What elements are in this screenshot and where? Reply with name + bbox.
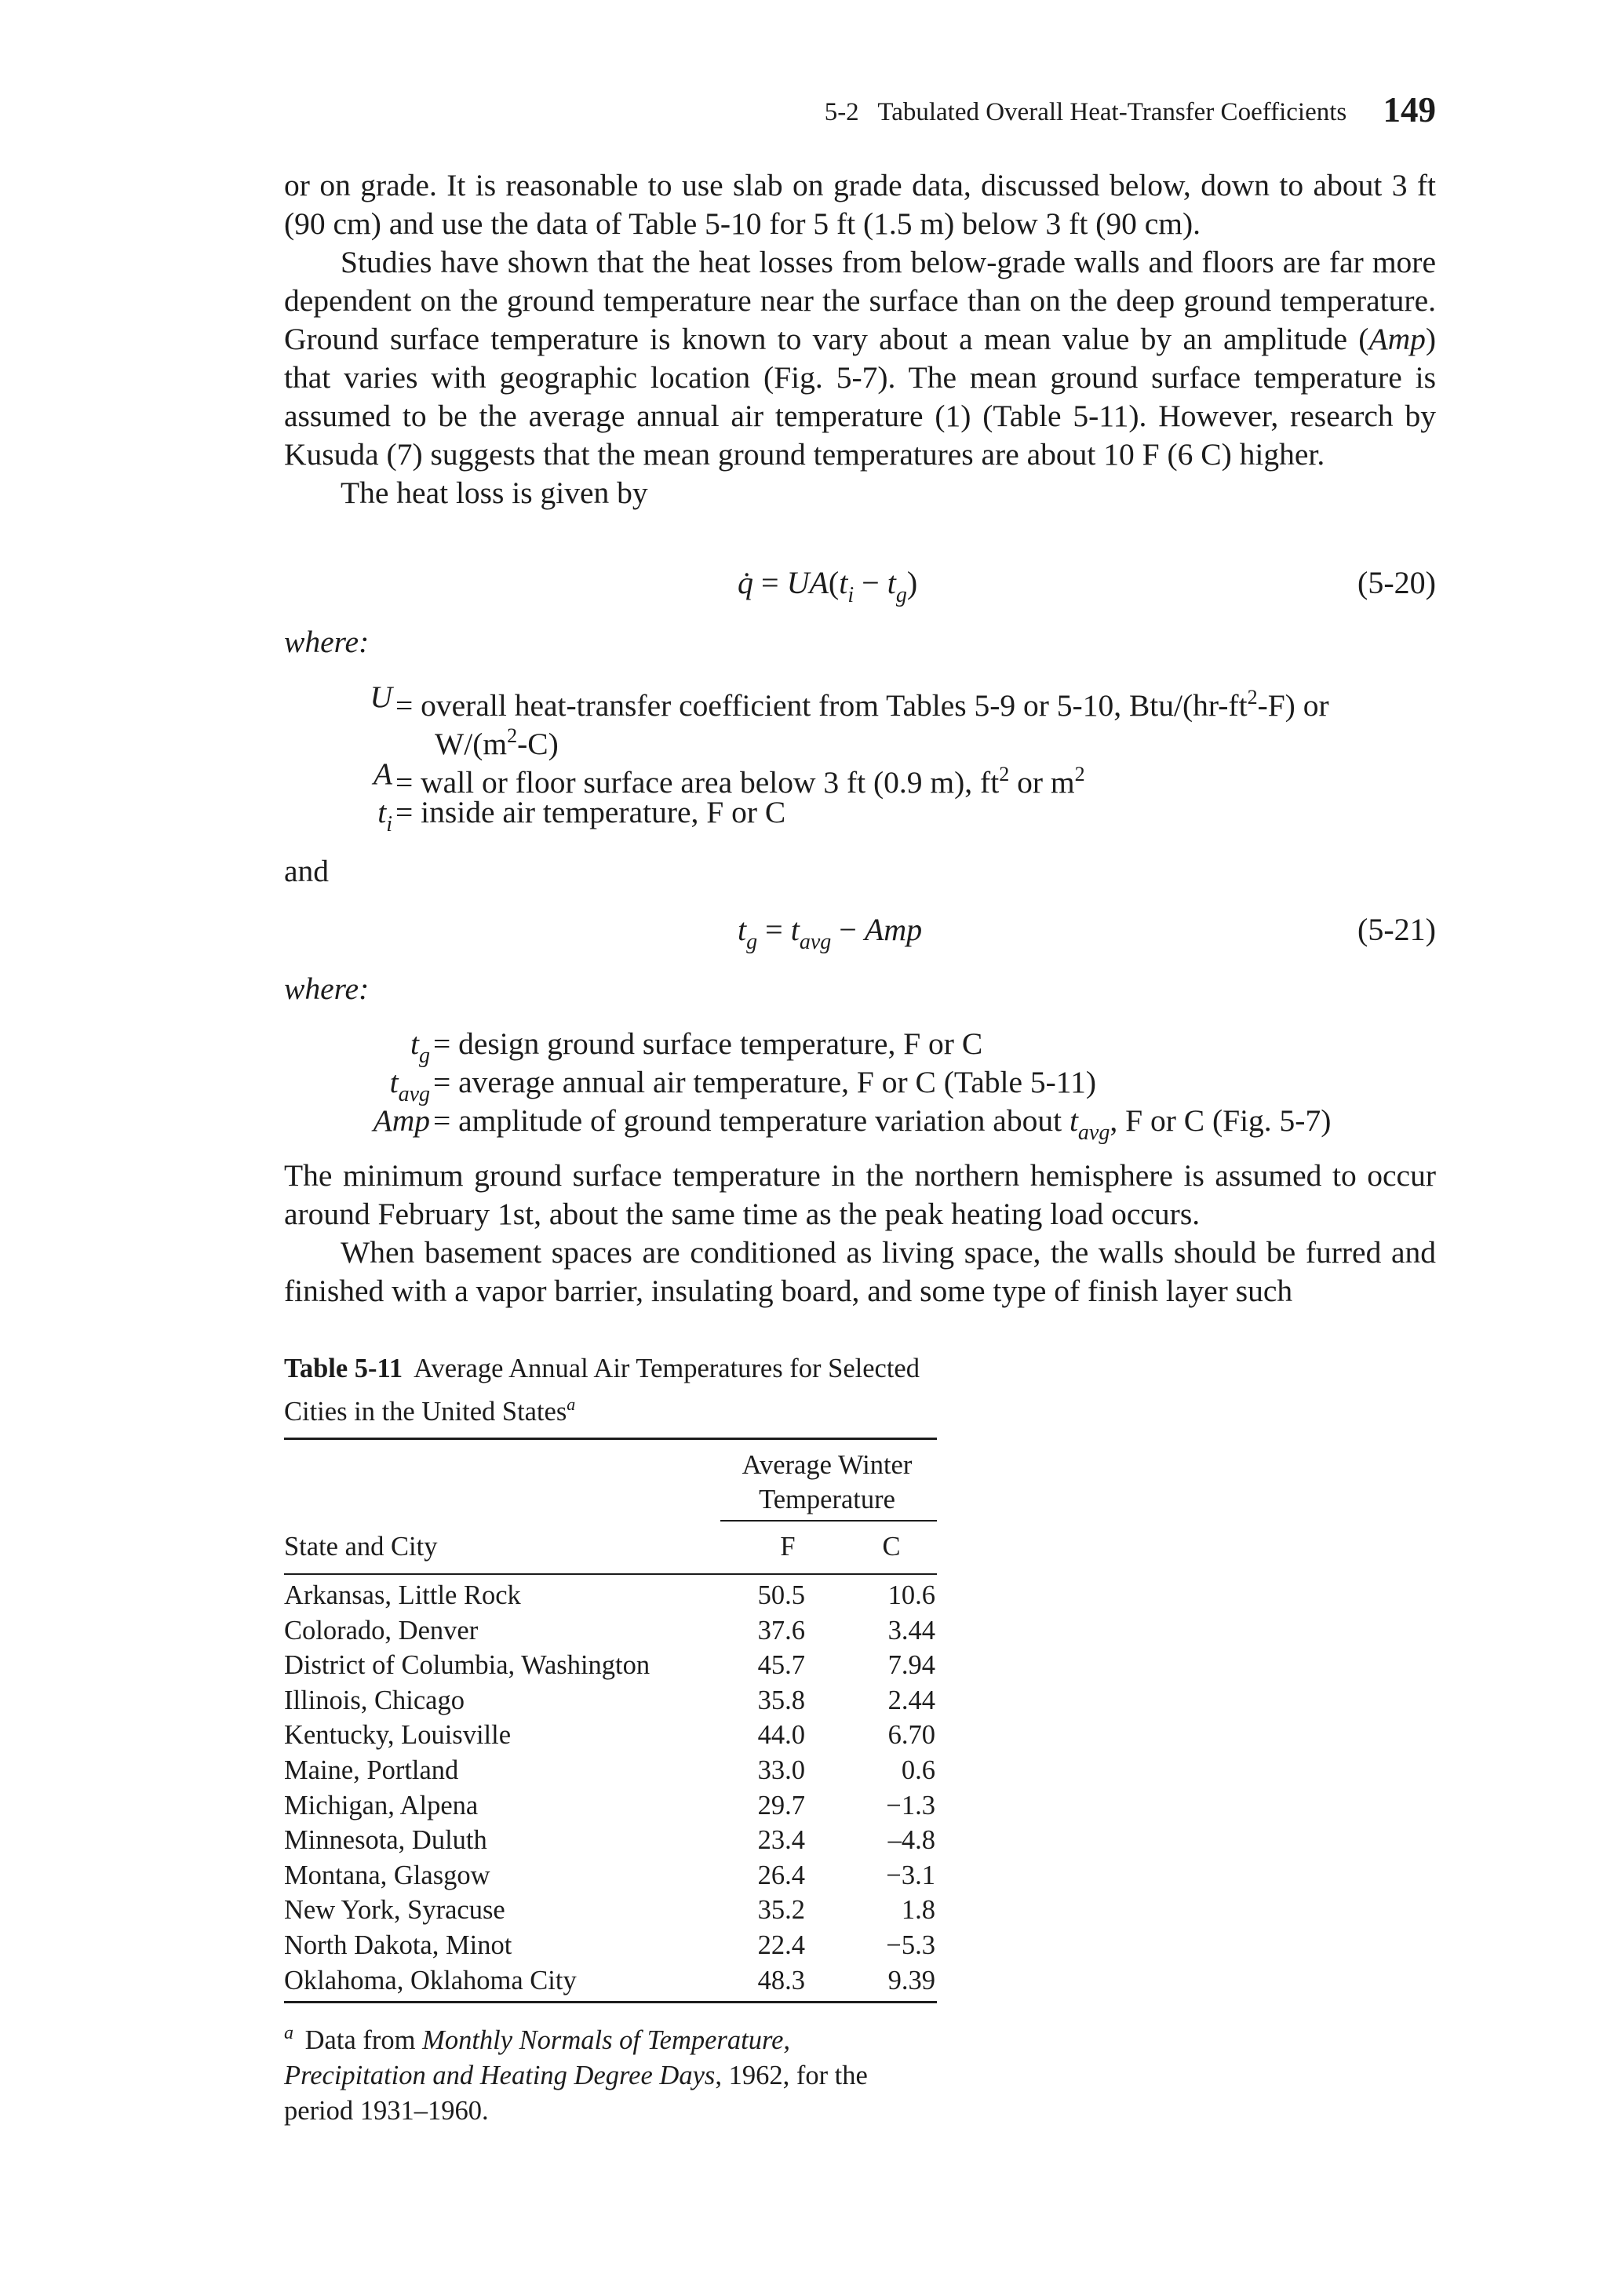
cell-temp-f: 29.7 xyxy=(757,1790,805,1820)
cell-temp-c: 10.6 xyxy=(887,1580,935,1610)
column-header-f: F xyxy=(780,1532,796,1562)
cell-temp-f: 35.2 xyxy=(757,1895,805,1926)
cell-city: Arkansas, Little Rock xyxy=(284,1580,521,1610)
where-label-1: where: xyxy=(284,625,370,659)
section-title: Tabulated Overall Heat-Transfer Coefficients xyxy=(877,98,1347,126)
cell-temp-f: 45.7 xyxy=(757,1650,805,1681)
cell-temp-c: 6.70 xyxy=(887,1720,935,1751)
equation-number: (5-20) xyxy=(1357,565,1436,600)
cell-temp-c: −3.1 xyxy=(886,1860,935,1890)
cell-temp-c: 2.44 xyxy=(887,1685,935,1715)
book-page: 5-2 Tabulated Overall Heat-Transfer Coefficients 149 or on grade. It is reasonable to use slab on grade data, discussed below, down to about 3 ft (90 cm) and use the data of Table 5-10 for 5 ft (1.5 m) below 3 ft (90 cm). Studies have shown that the heat losses from below-grade walls and floors are far more dependent on the ground temperature near the surface than on the deep ground temperature. Ground surface temperature is known to vary about a mean value by an amplitude (Amp) that varies with geographic location (Fig. 5-7). The mean ground surface temperature is assumed to be the average annual air temperature (1) (Table 5-11). However, research by Kusuda (7) suggests that the mean ground temperatures are about 10 F (6 C) higher. The heat loss is given by q̇ = $UA(t_i - t_g)$ (5-20) where: U = overall heat-transfer coefficient from Tables 5-9 or 5-10, Btu/$(hr-ft^2-F)$ or $W/(m^2-C)$ A = wall or floor surface area below 3 ft (0.9 m), $ft^2$ or $m^2$ $t_i$ = inside air temperature, F or C and $t_g = t_{avg}$ − Amp (5-21) where: $t_g$ = design ground surface temperature, F or C $t_{avg}$ = average annual air temperature, F or C (Table 5-11) Amp = amplitude of ground temperature variation about $t_{avg}$, F or C (Fig. 5-7) The minimum ground surface temperature in the northern hemisphere is assumed to occur around February 1st, about the same time as the peak heating load occurs. When basement spaces are conditioned as living space, the walls should be furred and finished with a vapor barrier, insulating board, and some type of finish layer such Table 5-11 Average Annual Air Temperatures for Selected Cities in the United States$^a$ Average Winter Temperature State and City F C Arkansas, Little Rock 50.5 10.6 Colorado, Denver 37.6 3.44 District of Columbia, Washington 45.7 7.94 Illinois, Chicago 35.8 2.44 Kentucky, Louisville 44.0 6.70 Maine, Portland 33.0 0.6 Michigan, Alpena 29.7 −1.3 Minnesota, Duluth 23.4 –4.8 Montana, Glasgow 26.4 −3.1 New York, Syracuse 35.2 1.8 North Dakota, Minot 22.4 −5.3 Oklahoma, Oklahoma City 48.3 9.39 $^a$ Data from Monthly Normals of Temperature, Precipitation and Heating Degree Days, 1962, for the period 1931–1960. xyxy=(0,0,1607,2296)
table-row xyxy=(284,1963,937,1999)
cell-city: Michigan, Alpena xyxy=(284,1790,479,1820)
table-row xyxy=(284,1718,937,1753)
table-row xyxy=(284,1578,937,1613)
cell-temp-c: 7.94 xyxy=(887,1650,935,1681)
table-row xyxy=(284,1823,937,1858)
table-row xyxy=(284,1858,937,1893)
cell-temp-f: 35.8 xyxy=(757,1685,805,1715)
group-rule xyxy=(720,1520,937,1522)
cell-temp-f: 48.3 xyxy=(757,1965,805,1995)
table-row xyxy=(284,1893,937,1928)
cell-temp-f: 33.0 xyxy=(757,1755,805,1785)
paragraph-continued: or on grade. It is reasonable to use slab on grade data, discussed below, down to about 3 ft (90 cm) and use the data of Table 5-10 for 5 ft (1.5 m) below 3 ft (90 cm). xyxy=(284,168,1436,241)
table-row xyxy=(284,1613,937,1649)
equation-5-20: q̇ = $UA(t_i - t_g)$ (5-20) xyxy=(738,565,1436,607)
cell-city: Maine, Portland xyxy=(284,1755,459,1785)
page-number: 149 xyxy=(1383,90,1436,129)
table-label: Table 5-11 xyxy=(284,1354,403,1383)
cell-city: Montana, Glasgow xyxy=(284,1860,490,1890)
where-label-2: where: xyxy=(284,971,370,1006)
paragraph-minimum-temperature: The minimum ground surface temperature in the northern hemisphere is assumed to occur around February 1st, about the same time as the peak heating load occurs. xyxy=(284,1158,1436,1231)
cell-temp-c: –4.8 xyxy=(887,1825,935,1856)
and-label: and xyxy=(284,854,330,888)
cell-temp-c: −5.3 xyxy=(886,1930,935,1960)
cell-temp-f: 26.4 xyxy=(757,1860,805,1890)
section-number: 5-2 xyxy=(824,98,859,126)
paragraph-ground-temperature: Studies have shown that the heat losses from below-grade walls and floors are far more dependent on the ground temperature near the surface than on the deep ground temperature. Ground surface temperature is known to vary about a mean value by an amplitude (Amp) that varies with geographic location (Fig. 5-7). The mean ground surface temperature is assumed to be the average annual air temperature (1) (Table 5-11). However, research by Kusuda (7) suggests that the mean ground temperatures are about 10 F (6 C) higher. xyxy=(284,245,1436,472)
cell-temp-f: 23.4 xyxy=(757,1825,805,1856)
table-row xyxy=(284,1683,937,1718)
table-footnote: $^a$ Data from Monthly Normals of Temperature, Precipitation and Heating Degree Days, 1962, for the period 1931–1960. xyxy=(284,2023,868,2127)
paragraph-basement: When basement spaces are conditioned as living space, the walls should be furred and finished with a vapor barrier, insulating board, and some type of finish layer such xyxy=(284,1235,1436,1308)
cell-temp-f: 50.5 xyxy=(757,1580,805,1610)
cell-temp-f: 22.4 xyxy=(757,1930,805,1960)
cell-city: District of Columbia, Washington xyxy=(284,1650,650,1681)
cell-city: Colorado, Denver xyxy=(284,1615,479,1645)
cell-city: Minnesota, Duluth xyxy=(284,1825,487,1856)
table-caption: Table 5-11 Average Annual Air Temperatures for Selected Cities in the United States$^a$ xyxy=(284,1354,920,1427)
cell-city: New York, Syracuse xyxy=(284,1895,505,1926)
table-row xyxy=(284,1788,937,1824)
cell-temp-c: 1.8 xyxy=(901,1895,935,1926)
table-row xyxy=(284,1928,937,1963)
equation-number: (5-21) xyxy=(1357,912,1436,947)
running-head xyxy=(825,88,1436,134)
text-block-2 xyxy=(284,1157,1436,1310)
table-body xyxy=(284,1575,937,2001)
table-header xyxy=(284,1440,937,1573)
cell-temp-f: 37.6 xyxy=(757,1615,805,1645)
column-header-city: State and City xyxy=(284,1532,438,1562)
paragraph-heat-loss-intro: The heat loss is given by xyxy=(341,476,648,510)
table-5-11 xyxy=(284,1351,937,2129)
table-bottom-rule xyxy=(284,2001,937,2003)
equation-5-21: $t_g = t_{avg}$ − Amp (5-21) xyxy=(738,912,1436,954)
cell-temp-c: 0.6 xyxy=(901,1755,935,1785)
table-row xyxy=(284,1648,937,1683)
cell-temp-c: −1.3 xyxy=(886,1790,935,1820)
table-row xyxy=(284,1753,937,1788)
cell-city: Oklahoma, Oklahoma City xyxy=(284,1965,577,1995)
cell-temp-c: 9.39 xyxy=(887,1965,935,1995)
cell-temp-c: 3.44 xyxy=(887,1615,935,1645)
cell-city: North Dakota, Minot xyxy=(284,1930,512,1960)
cell-temp-f: 44.0 xyxy=(757,1720,805,1751)
column-group-header: Average Winter Temperature xyxy=(742,1450,913,1514)
column-header-c: C xyxy=(882,1532,901,1562)
cell-city: Illinois, Chicago xyxy=(284,1685,465,1715)
cell-city: Kentucky, Louisville xyxy=(284,1720,512,1751)
text-block-1 xyxy=(284,166,1436,512)
